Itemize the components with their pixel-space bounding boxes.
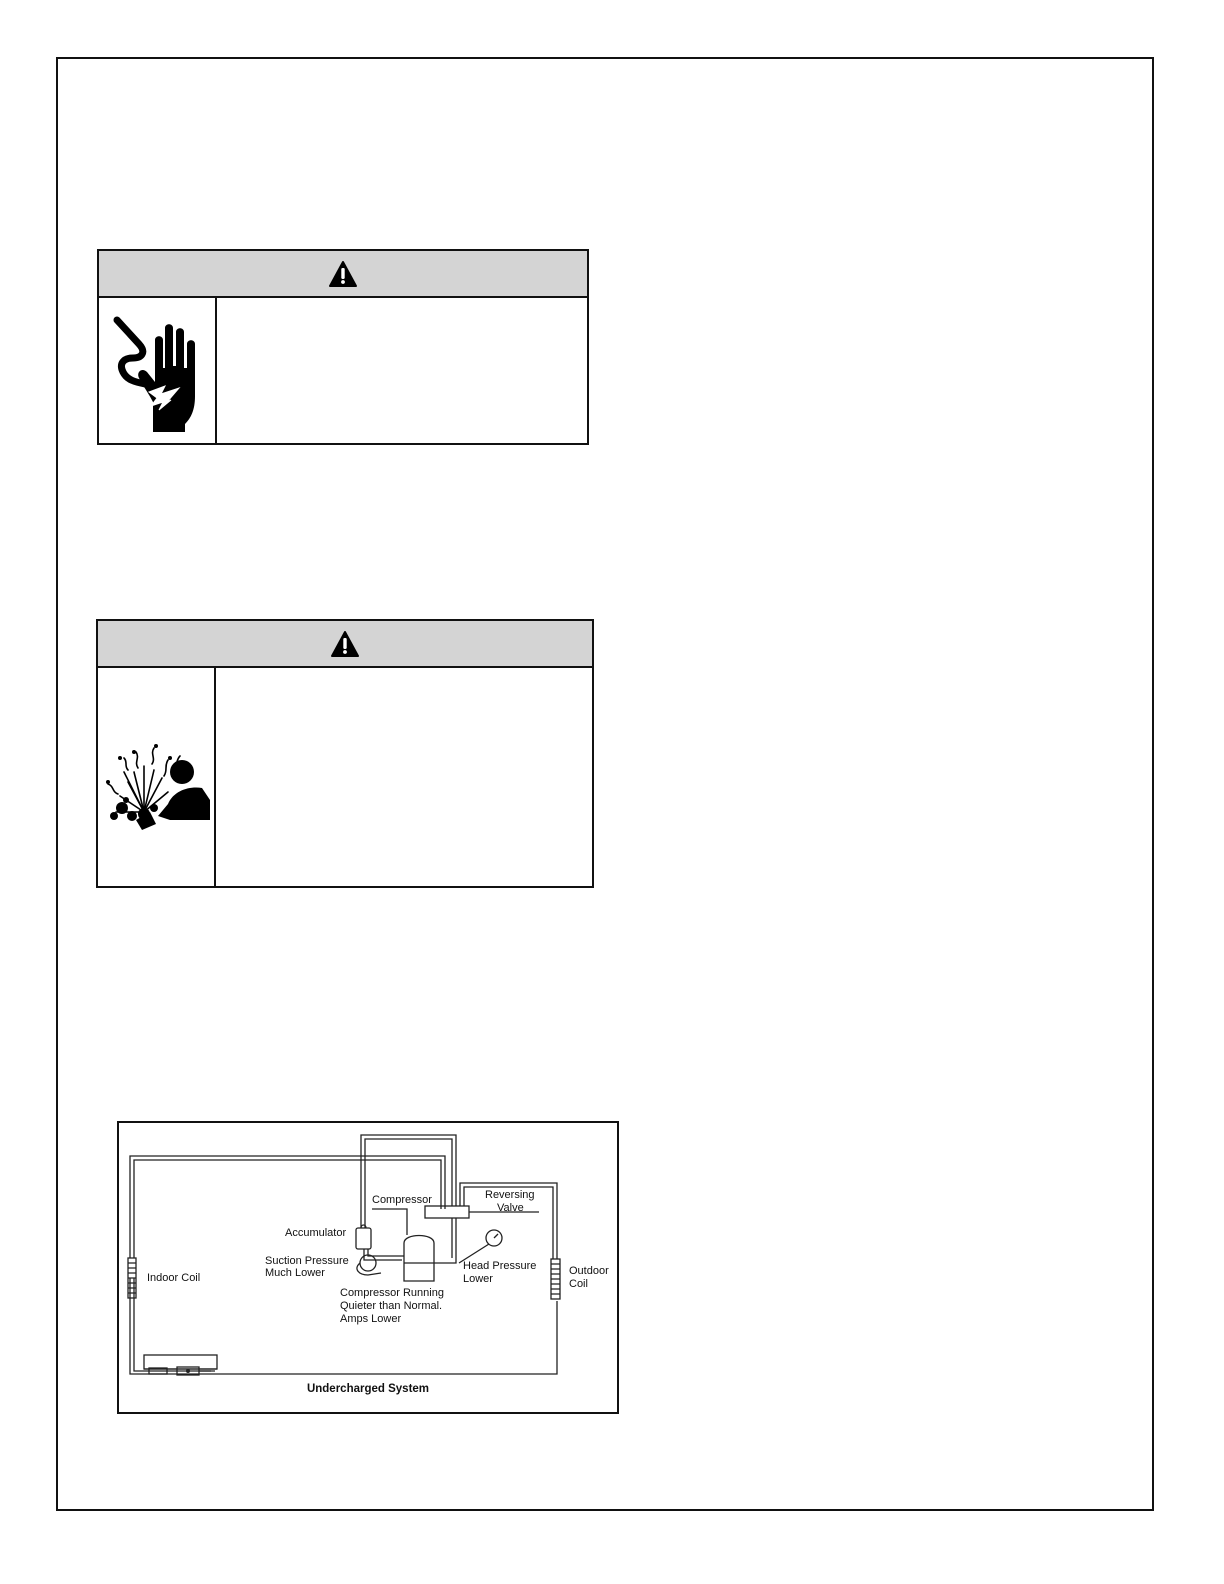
warning-box-explosion [96, 619, 594, 888]
undercharged-system-figure [117, 1121, 619, 1414]
explosion-hazard-icon [98, 712, 214, 842]
label-outdoor-coil-line1: Outdoor [569, 1265, 609, 1277]
warning-box-electrical [97, 249, 589, 445]
warning-header [98, 621, 592, 668]
label-indoor-coil: Indoor Coil [147, 1272, 201, 1284]
warning-symbol-cell [99, 298, 217, 443]
warning-text-cell [218, 668, 592, 886]
warning-text-cell [219, 298, 587, 443]
label-compressor-running-line2: Quieter than Normal. [340, 1300, 443, 1312]
label-compressor-running-line3: Amps Lower [340, 1313, 402, 1325]
label-compressor: Compressor [372, 1194, 432, 1206]
warning-triangle-icon [328, 260, 358, 288]
label-reversing-valve-line2: Valve [497, 1202, 524, 1214]
electrical-shock-hazard-icon [105, 306, 209, 436]
figure-caption: Undercharged System [306, 1383, 430, 1395]
warning-triangle-icon [330, 630, 360, 658]
label-suction-pressure-line1: Suction Pressure [265, 1255, 349, 1267]
warning-symbol-cell [98, 668, 216, 886]
label-head-pressure-line1: Head Pressure [463, 1260, 537, 1272]
label-compressor-running-line1: Compressor Running [340, 1287, 444, 1299]
label-head-pressure-line2: Lower [463, 1273, 493, 1285]
label-suction-pressure-line2: Much Lower [265, 1267, 325, 1279]
label-outdoor-coil-line2: Coil [569, 1278, 588, 1290]
label-reversing-valve-line1: Reversing [485, 1189, 535, 1201]
refrigeration-circuit-diagram [119, 1123, 617, 1412]
label-accumulator: Accumulator [285, 1227, 347, 1239]
warning-header [99, 251, 587, 298]
